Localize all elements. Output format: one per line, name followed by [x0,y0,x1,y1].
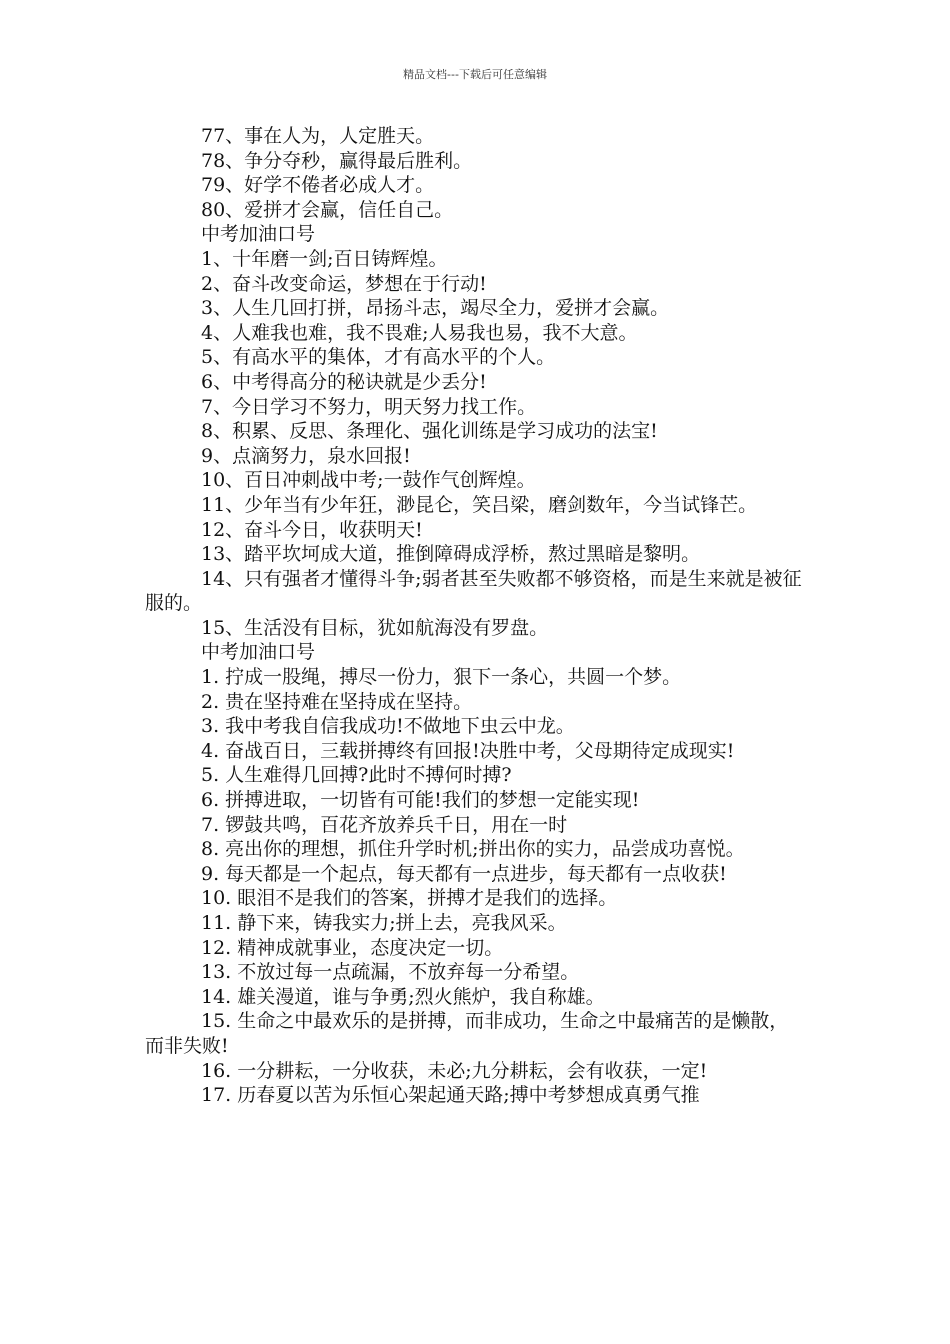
paragraph: 15、生活没有目标，犹如航海没有罗盘。 [201,616,549,639]
paragraph: 14. 雄关漫道，谁与争勇;烈火熊炉，我自称雄。 [201,985,605,1008]
document-body [145,124,807,1108]
paragraph: 80、爱拼才会赢，信任自己。 [201,198,454,221]
paragraph: 77、事在人为，人定胜天。 [201,125,435,147]
paragraph: 7、今日学习不努力，明天努力找工作。 [201,395,537,418]
paragraph: 11. 静下来，铸我实力;拼上去，亮我风采。 [201,912,567,934]
paragraph: 9. 每天都是一个起点，每天都有一点进步，每天都有一点收获! [201,862,727,885]
paragraph: 16. 一分耕耘，一分收获，未必;九分耕耘，会有收获，一定! [201,1059,708,1082]
paragraph: 3、人生几回打拼，昂扬斗志，竭尽全力，爱拼才会赢。 [201,297,670,320]
paragraph: 3. 我中考我自信我成功!不做地下虫云中龙。 [201,715,575,738]
paragraph: 12、奋斗今日，收获明天! [201,518,423,541]
paragraph: 13、踏平坎坷成大道，推倒障碍成浮桥，熬过黑暗是黎明。 [201,543,701,566]
paragraph: 9、点滴努力，泉水回报! [201,444,411,467]
paragraph: 8、积累、反思、条理化、强化训练是学习成功的法宝! [201,420,658,443]
section-heading: 中考加油口号 [201,641,316,664]
paragraph: 6、中考得高分的秘诀就是少丢分! [201,370,487,393]
paragraph: 2. 贵在坚持难在坚持成在坚持。 [201,690,473,713]
paragraph: 12. 精神成就事业，态度决定一切。 [201,936,504,959]
paragraph: 13. 不放过每一点疏漏，不放弃每一分希望。 [201,961,580,984]
paragraph: 11、少年当有少年狂，渺昆仑，笑吕梁，磨剑数年，今当试锋芒。 [201,493,758,516]
paragraph: 17. 历春夏以苦为乐恒心架起通天路;搏中考梦想成真勇气推 [201,1084,700,1107]
section-heading: 中考加油口号 [201,223,316,246]
paragraph: 14、只有强者才懂得斗争;弱者甚至失败都不够资格，而是生来就是被征服的。 [145,567,802,615]
paragraph: 4、人难我也难，我不畏难;人易我也易，我不大意。 [201,321,638,344]
paragraph: 5、有高水平的集体，才有高水平的个人。 [201,346,556,369]
paragraph: 1、十年磨一剑;百日铸辉煌。 [201,247,448,270]
page-header: 精品文档---下载后可任意编辑 [403,68,547,81]
paragraph: 6. 拼搏进取，一切皆有可能!我们的梦想一定能实现! [201,789,640,812]
paragraph: 2、奋斗改变命运，梦想在于行动! [201,272,487,295]
paragraph: 10、百日冲刺战中考;一鼓作气创辉煌。 [201,469,536,492]
paragraph: 1. 拧成一股绳，搏尽一份力，狠下一条心，共圆一个梦。 [201,666,682,689]
paragraph: 4. 奋战百日，三载拼搏终有回报!决胜中考，父母期待定成现实! [201,739,735,762]
paragraph: 15. 生命之中最欢乐的是拼搏，而非成功，生命之中最痛苦的是懒散，而非失败! [145,1010,789,1057]
paragraph: 10. 眼泪不是我们的答案，拼搏才是我们的选择。 [201,887,618,910]
paragraph: 8. 亮出你的理想，抓住升学时机;拼出你的实力，品尝成功喜悦。 [201,838,745,861]
paragraph: 78、争分夺秒，赢得最后胜利。 [201,149,473,172]
paragraph: 5. 人生难得几回搏?此时不搏何时搏? [201,764,512,787]
paragraph: 79、好学不倦者必成人才。 [201,174,435,197]
paragraph: 7. 锣鼓共鸣，百花齐放养兵千日，用在一时 [201,813,568,836]
